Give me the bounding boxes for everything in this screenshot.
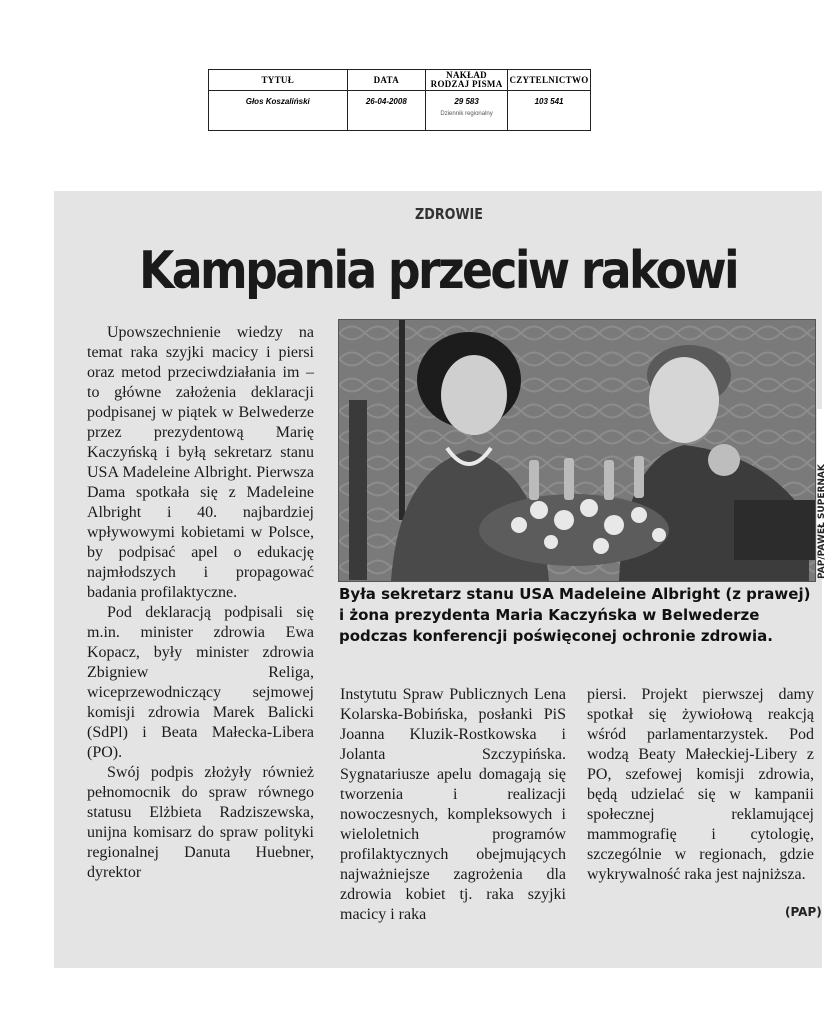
- photo-image: [339, 320, 815, 581]
- photo-credit: [817, 409, 829, 579]
- paragraph: Instytutu Spraw Publicznych Lena Kolarska-Bobińska, posłanki PiS Joanna Kluzik-Rostkowska i Jolanta Szczypińska. Sygnatariusze apelu domagają się tworzenia i realizacji nowoczesnych, kompleksowych i wieloletnich programów profilaktycznych obejmujących najważniejsze zagrożenia dla zdrowia kobiet tj. raka szyjki macicy i raka: [340, 686, 566, 923]
- paragraph: Upowszechnienie wiedzy na temat raka szyjki macicy i piersi oraz metod przeciwdziałania im – to główne założenia deklaracji podpisanej w piątek w Belwederze przez prezydentową Marię Kaczyńską i byłą sekretarz stanu USA Madeleine Albright. Pierwsza Dama spotkała się z Madeleine Albright i 40. najbardziej wpływowymi kobietami w Polsce, by podpisać apel o edukację najmłodszych i propagować badania profilaktyczne.: [87, 324, 314, 601]
- value-readership: 103 541: [508, 91, 591, 131]
- article-column-3: [587, 685, 814, 885]
- header-readership: CZYTELNICTWO: [508, 70, 591, 91]
- value-date: 26-04-2008: [347, 91, 426, 131]
- header-title: TYTUŁ: [209, 70, 348, 91]
- metadata-table: [208, 69, 591, 131]
- headline: Kampania przeciw rakowi: [138, 241, 738, 301]
- article-column-1: [87, 323, 314, 883]
- article-photo: [338, 319, 816, 582]
- source-tag: (PAP): [785, 905, 822, 919]
- value-circulation-cell: [426, 91, 508, 131]
- article-column-2: [340, 685, 566, 925]
- section-label: ZDROWIE: [414, 205, 483, 223]
- header-circulation-line1: NAKŁAD: [446, 70, 487, 80]
- header-circulation-line2: RODZAJ PISMA: [430, 79, 503, 89]
- article-clipping: [54, 191, 827, 968]
- photo-credit-text: PAP/PAWEŁ SUPERNAK: [817, 464, 827, 579]
- value-circulation: 29 583: [454, 97, 479, 106]
- paragraph: piersi. Projekt pierwszej damy spotkał się żywiołową reakcją wśród parlamentarzystek. Pod wodzą Beaty Małeckiej-Libery z PO, szefowej komisji zdrowia, będą udzielać się w kampanii społecznej reklamującej mammografię i cytologię, szczególnie w regionach, gdzie wykrywalność raka jest najniższa.: [587, 686, 814, 883]
- header-circulation: [426, 70, 508, 91]
- value-type: Dziennik regionalny: [440, 111, 493, 117]
- paragraph: Pod deklaracją podpisali się m.in. minister zdrowia Ewa Kopacz, były minister zdrowia Zbigniew Religa, wiceprzewodniczący sejmowej komisji zdrowia Marek Balicki (SdPl) i Beata Małecka-Libera (PO).: [87, 604, 314, 761]
- header-date: DATA: [347, 70, 426, 91]
- value-title: Głos Koszaliński: [209, 91, 348, 131]
- photo-caption: Była sekretarz stanu USA Madeleine Albright (z prawej) i żona prezydenta Maria Kaczyńska w Belwederze podczas konferencji poświęconej ochronie zdrowia.: [339, 585, 811, 645]
- paragraph: Swój podpis złożyły również pełnomocnik do spraw równego statusu Elżbieta Radziszewska, unijna komisarz do spraw polityki regionalnej Danuta Huebner, dyrektor: [87, 764, 314, 881]
